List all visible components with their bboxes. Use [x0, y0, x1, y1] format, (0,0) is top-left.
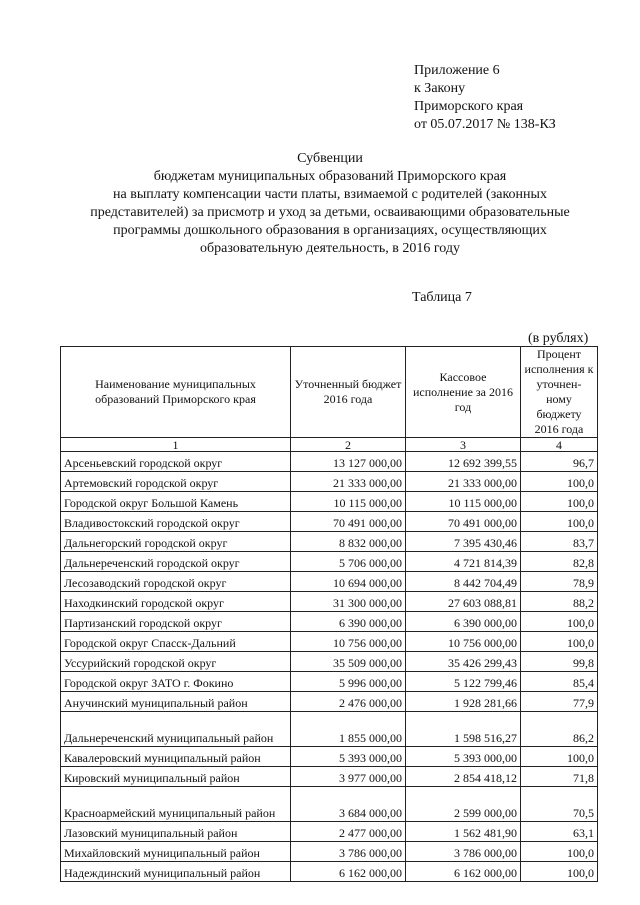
column-number-row: [61, 438, 598, 452]
column-number: 2: [291, 438, 406, 452]
title-line: на выплату компенсации части платы, взимаемой с родителей (законных: [113, 187, 547, 202]
row-execution: 1 598 516,27: [406, 712, 521, 747]
row-budget: 1 855 000,00: [291, 712, 406, 747]
row-percent: 96,7: [521, 452, 598, 472]
row-name: Уссурийский городской округ: [61, 652, 291, 672]
row-percent: 63,1: [521, 822, 598, 842]
row-name: Владивостокский городской округ: [61, 512, 291, 532]
row-budget: 5 996 000,00: [291, 672, 406, 692]
appendix-line: Приморского края: [414, 99, 524, 114]
row-execution: 10 756 000,00: [406, 632, 521, 652]
row-name: Дальнереченский городской округ: [61, 552, 291, 572]
table-row: [61, 472, 598, 492]
table-row: [61, 532, 598, 552]
row-budget: 21 333 000,00: [291, 472, 406, 492]
row-execution: 2 599 000,00: [406, 787, 521, 822]
row-budget: 10 115 000,00: [291, 492, 406, 512]
row-execution: 5 393 000,00: [406, 747, 521, 767]
row-percent: 86,2: [521, 712, 598, 747]
row-percent: 70,5: [521, 787, 598, 822]
row-name: Городской округ ЗАТО г. Фокино: [61, 672, 291, 692]
row-percent: 88,2: [521, 592, 598, 612]
row-name: Арсеньевский городской округ: [61, 452, 291, 472]
column-number: 4: [521, 438, 598, 452]
table-row: [61, 842, 598, 862]
appendix-line: к Закону: [414, 81, 466, 96]
table-row: [61, 652, 598, 672]
appendix-line: Приложение 6: [414, 63, 500, 78]
row-execution: 4 721 814,39: [406, 552, 521, 572]
row-budget: 3 684 000,00: [291, 787, 406, 822]
row-budget: 13 127 000,00: [291, 452, 406, 472]
table-row: [61, 632, 598, 652]
table-row: [61, 767, 598, 787]
row-percent: 99,8: [521, 652, 598, 672]
row-execution: 21 333 000,00: [406, 472, 521, 492]
row-percent: 100,0: [521, 492, 598, 512]
row-budget: 5 393 000,00: [291, 747, 406, 767]
row-name: Михайловский муниципальный район: [61, 842, 291, 862]
row-execution: 5 122 799,46: [406, 672, 521, 692]
row-execution: 8 442 704,49: [406, 572, 521, 592]
row-name: Партизанский городской округ: [61, 612, 291, 632]
row-percent: 82,8: [521, 552, 598, 572]
row-budget: 70 491 000,00: [291, 512, 406, 532]
row-percent: 100,0: [521, 862, 598, 882]
row-budget: 2 476 000,00: [291, 692, 406, 712]
title-line: представителей) за присмотр и уход за детьми, осваивающими образовательные: [90, 205, 570, 220]
row-budget: 6 162 000,00: [291, 862, 406, 882]
row-execution: 6 162 000,00: [406, 862, 521, 882]
appendix-line: от 05.07.2017 № 138-КЗ: [414, 117, 556, 132]
header-percent: Процент исполнения к уточнен-ному бюджету 2016 года: [521, 347, 598, 438]
column-number: 3: [406, 438, 521, 452]
title-line: образовательную деятельность, в 2016 году: [200, 241, 460, 256]
row-execution: 7 395 430,46: [406, 532, 521, 552]
document-title: [50, 150, 610, 258]
row-name: Находкинский городской округ: [61, 592, 291, 612]
row-name: Надеждинский муниципальный район: [61, 862, 291, 882]
row-percent: 83,7: [521, 532, 598, 552]
title-line: Субвенции: [297, 151, 363, 166]
table-row: [61, 592, 598, 612]
row-execution: 12 692 399,55: [406, 452, 521, 472]
row-budget: 3 977 000,00: [291, 767, 406, 787]
table-row: [61, 572, 598, 592]
row-budget: 5 706 000,00: [291, 552, 406, 572]
table-label: Таблица 7: [412, 290, 472, 305]
row-percent: 85,4: [521, 672, 598, 692]
row-execution: 1 928 281,66: [406, 692, 521, 712]
column-number: 1: [61, 438, 291, 452]
table-header-row: [61, 347, 598, 438]
row-budget: 6 390 000,00: [291, 612, 406, 632]
row-execution: 1 562 481,90: [406, 822, 521, 842]
subventions-table: [60, 346, 598, 882]
units-note: (в рублях): [528, 331, 589, 346]
row-percent: 77,9: [521, 692, 598, 712]
row-name: Городской округ Большой Камень: [61, 492, 291, 512]
table-row: [61, 692, 598, 712]
row-budget: 35 509 000,00: [291, 652, 406, 672]
header-execution: Кассовое исполнение за 2016 год: [406, 347, 521, 438]
row-name: Дальнегорский городской округ: [61, 532, 291, 552]
row-percent: 100,0: [521, 612, 598, 632]
row-percent: 100,0: [521, 842, 598, 862]
row-name: Анучинский муниципальный район: [61, 692, 291, 712]
row-budget: 2 477 000,00: [291, 822, 406, 842]
row-percent: 100,0: [521, 747, 598, 767]
table-row: [61, 452, 598, 472]
row-budget: 10 756 000,00: [291, 632, 406, 652]
table-row: [61, 612, 598, 632]
appendix-block: [414, 62, 556, 134]
row-percent: 100,0: [521, 472, 598, 492]
row-name: Лазовский муниципальный район: [61, 822, 291, 842]
row-execution: 2 854 418,12: [406, 767, 521, 787]
row-name: Красноармейский муниципальный район: [61, 787, 291, 822]
row-execution: 70 491 000,00: [406, 512, 521, 532]
title-line: программы дошкольного образования в организациях, осуществляющих: [113, 223, 547, 238]
table-row: [61, 822, 598, 842]
header-name: Наименование муниципальных образований Приморского края: [61, 347, 291, 438]
row-execution: 35 426 299,43: [406, 652, 521, 672]
row-execution: 3 786 000,00: [406, 842, 521, 862]
row-execution: 6 390 000,00: [406, 612, 521, 632]
row-name: Лесозаводский городской округ: [61, 572, 291, 592]
table-row: [61, 492, 598, 512]
table-row: [61, 552, 598, 572]
header-budget: Уточненный бюджет 2016 года: [291, 347, 406, 438]
row-percent: 71,8: [521, 767, 598, 787]
title-line: бюджетам муниципальных образований Приморского края: [153, 169, 507, 184]
table-row: [61, 672, 598, 692]
row-percent: 100,0: [521, 632, 598, 652]
table-row: [61, 747, 598, 767]
row-execution: 27 603 088,81: [406, 592, 521, 612]
row-budget: 3 786 000,00: [291, 842, 406, 862]
row-percent: 100,0: [521, 512, 598, 532]
table-row: [61, 862, 598, 882]
row-percent: 78,9: [521, 572, 598, 592]
row-name: Городской округ Спасск-Дальний: [61, 632, 291, 652]
table-row: [61, 787, 598, 822]
row-name: Кавалеровский муниципальный район: [61, 747, 291, 767]
row-budget: 8 832 000,00: [291, 532, 406, 552]
row-name: Кировский муниципальный район: [61, 767, 291, 787]
row-budget: 10 694 000,00: [291, 572, 406, 592]
row-budget: 31 300 000,00: [291, 592, 406, 612]
row-execution: 10 115 000,00: [406, 492, 521, 512]
table-row: [61, 712, 598, 747]
table-row: [61, 512, 598, 532]
row-name: Артемовский городской округ: [61, 472, 291, 492]
row-name: Дальнереченский муниципальный район: [61, 712, 291, 747]
